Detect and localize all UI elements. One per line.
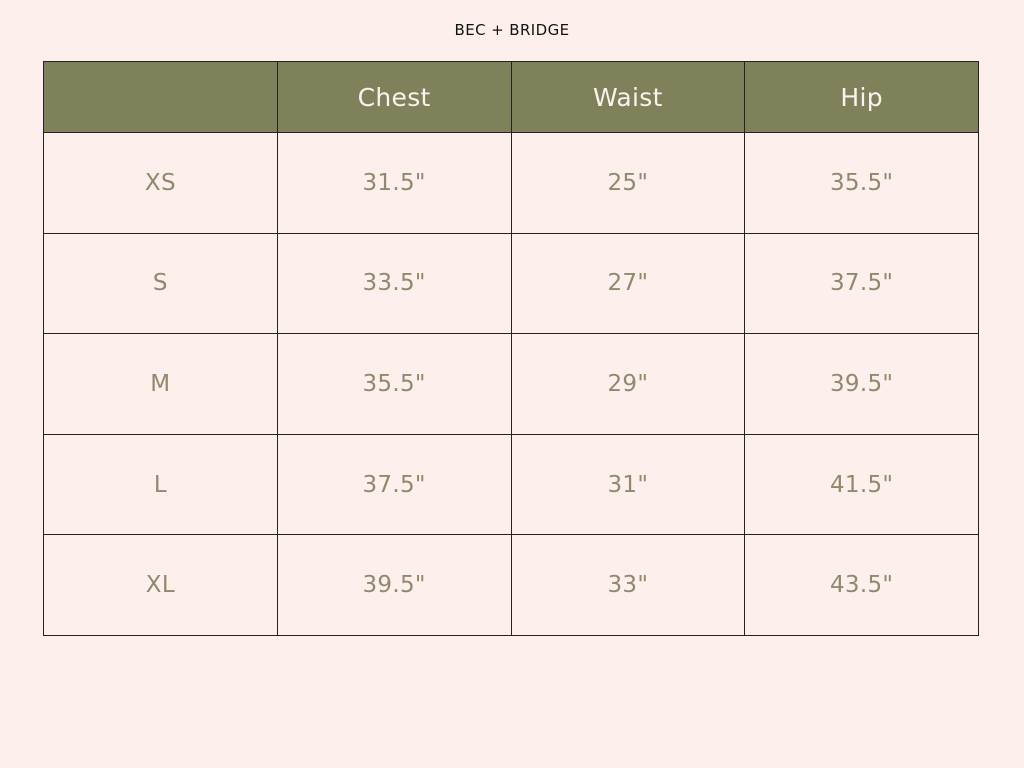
hip-value-cell: 37.5" (745, 233, 979, 334)
header-waist-cell: Waist (511, 62, 745, 133)
header-chest-cell: Chest (277, 62, 511, 133)
chest-value-cell: 31.5" (277, 133, 511, 234)
size-label-cell: S (44, 233, 278, 334)
waist-value-cell: 27" (511, 233, 745, 334)
table-header-row (44, 62, 979, 133)
size-label-cell: L (44, 434, 278, 535)
waist-value-cell: 29" (511, 334, 745, 435)
chest-value-cell: 37.5" (277, 434, 511, 535)
size-chart-table (43, 61, 979, 636)
table-row (44, 233, 979, 334)
table-row (44, 535, 979, 636)
waist-value-cell: 33" (511, 535, 745, 636)
size-label-cell: M (44, 334, 278, 435)
chest-value-cell: 33.5" (277, 233, 511, 334)
header-size-cell (44, 62, 278, 133)
hip-value-cell: 35.5" (745, 133, 979, 234)
table-row (44, 334, 979, 435)
waist-value-cell: 31" (511, 434, 745, 535)
hip-value-cell: 39.5" (745, 334, 979, 435)
size-label-cell: XS (44, 133, 278, 234)
size-label-cell: XL (44, 535, 278, 636)
chest-value-cell: 35.5" (277, 334, 511, 435)
table-row (44, 434, 979, 535)
hip-value-cell: 41.5" (745, 434, 979, 535)
brand-title: BEC + BRIDGE (454, 21, 570, 39)
hip-value-cell: 43.5" (745, 535, 979, 636)
header-hip-cell: Hip (745, 62, 979, 133)
waist-value-cell: 25" (511, 133, 745, 234)
chest-value-cell: 39.5" (277, 535, 511, 636)
table-row (44, 133, 979, 234)
